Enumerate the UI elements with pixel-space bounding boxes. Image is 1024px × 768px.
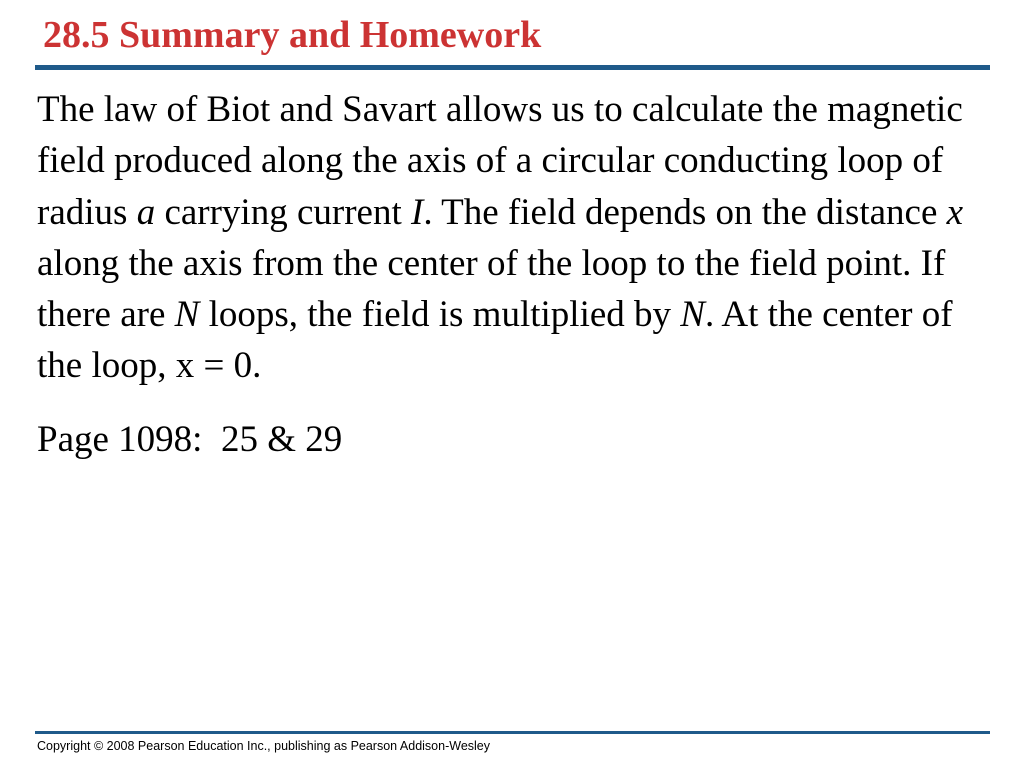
summary-text-2: carrying current	[155, 191, 411, 233]
variable-a: a	[136, 191, 156, 233]
summary-text-5: loops, the field is multiplied by	[199, 294, 681, 336]
homework-assignment: Page 1098: 25 & 29	[37, 418, 343, 460]
copyright-footer: Copyright © 2008 Pearson Education Inc., publishing as Pearson Addison-Wesley	[37, 739, 490, 753]
footer-divider	[35, 731, 990, 734]
title-divider	[35, 65, 990, 70]
summary-text-3: . The field depends on the distance	[423, 191, 947, 233]
variable-i: I	[410, 191, 424, 233]
variable-x: x	[946, 191, 964, 233]
variable-n: N	[680, 294, 705, 336]
slide-body	[37, 84, 982, 465]
summary-text-4: along the axis from the center of the loop to the field point. If there are	[37, 242, 946, 336]
variable-n: N	[174, 294, 200, 336]
slide-title: 28.5 Summary and Homework	[43, 14, 542, 56]
summary-paragraph	[37, 84, 982, 392]
summary-text-6: . At the center of the loop, x = 0.	[37, 294, 953, 387]
summary-text-1: The law of Biot and Savart allows us to calculate the magnetic field produced along the axis of a circular conducting loop of radius	[37, 89, 963, 233]
